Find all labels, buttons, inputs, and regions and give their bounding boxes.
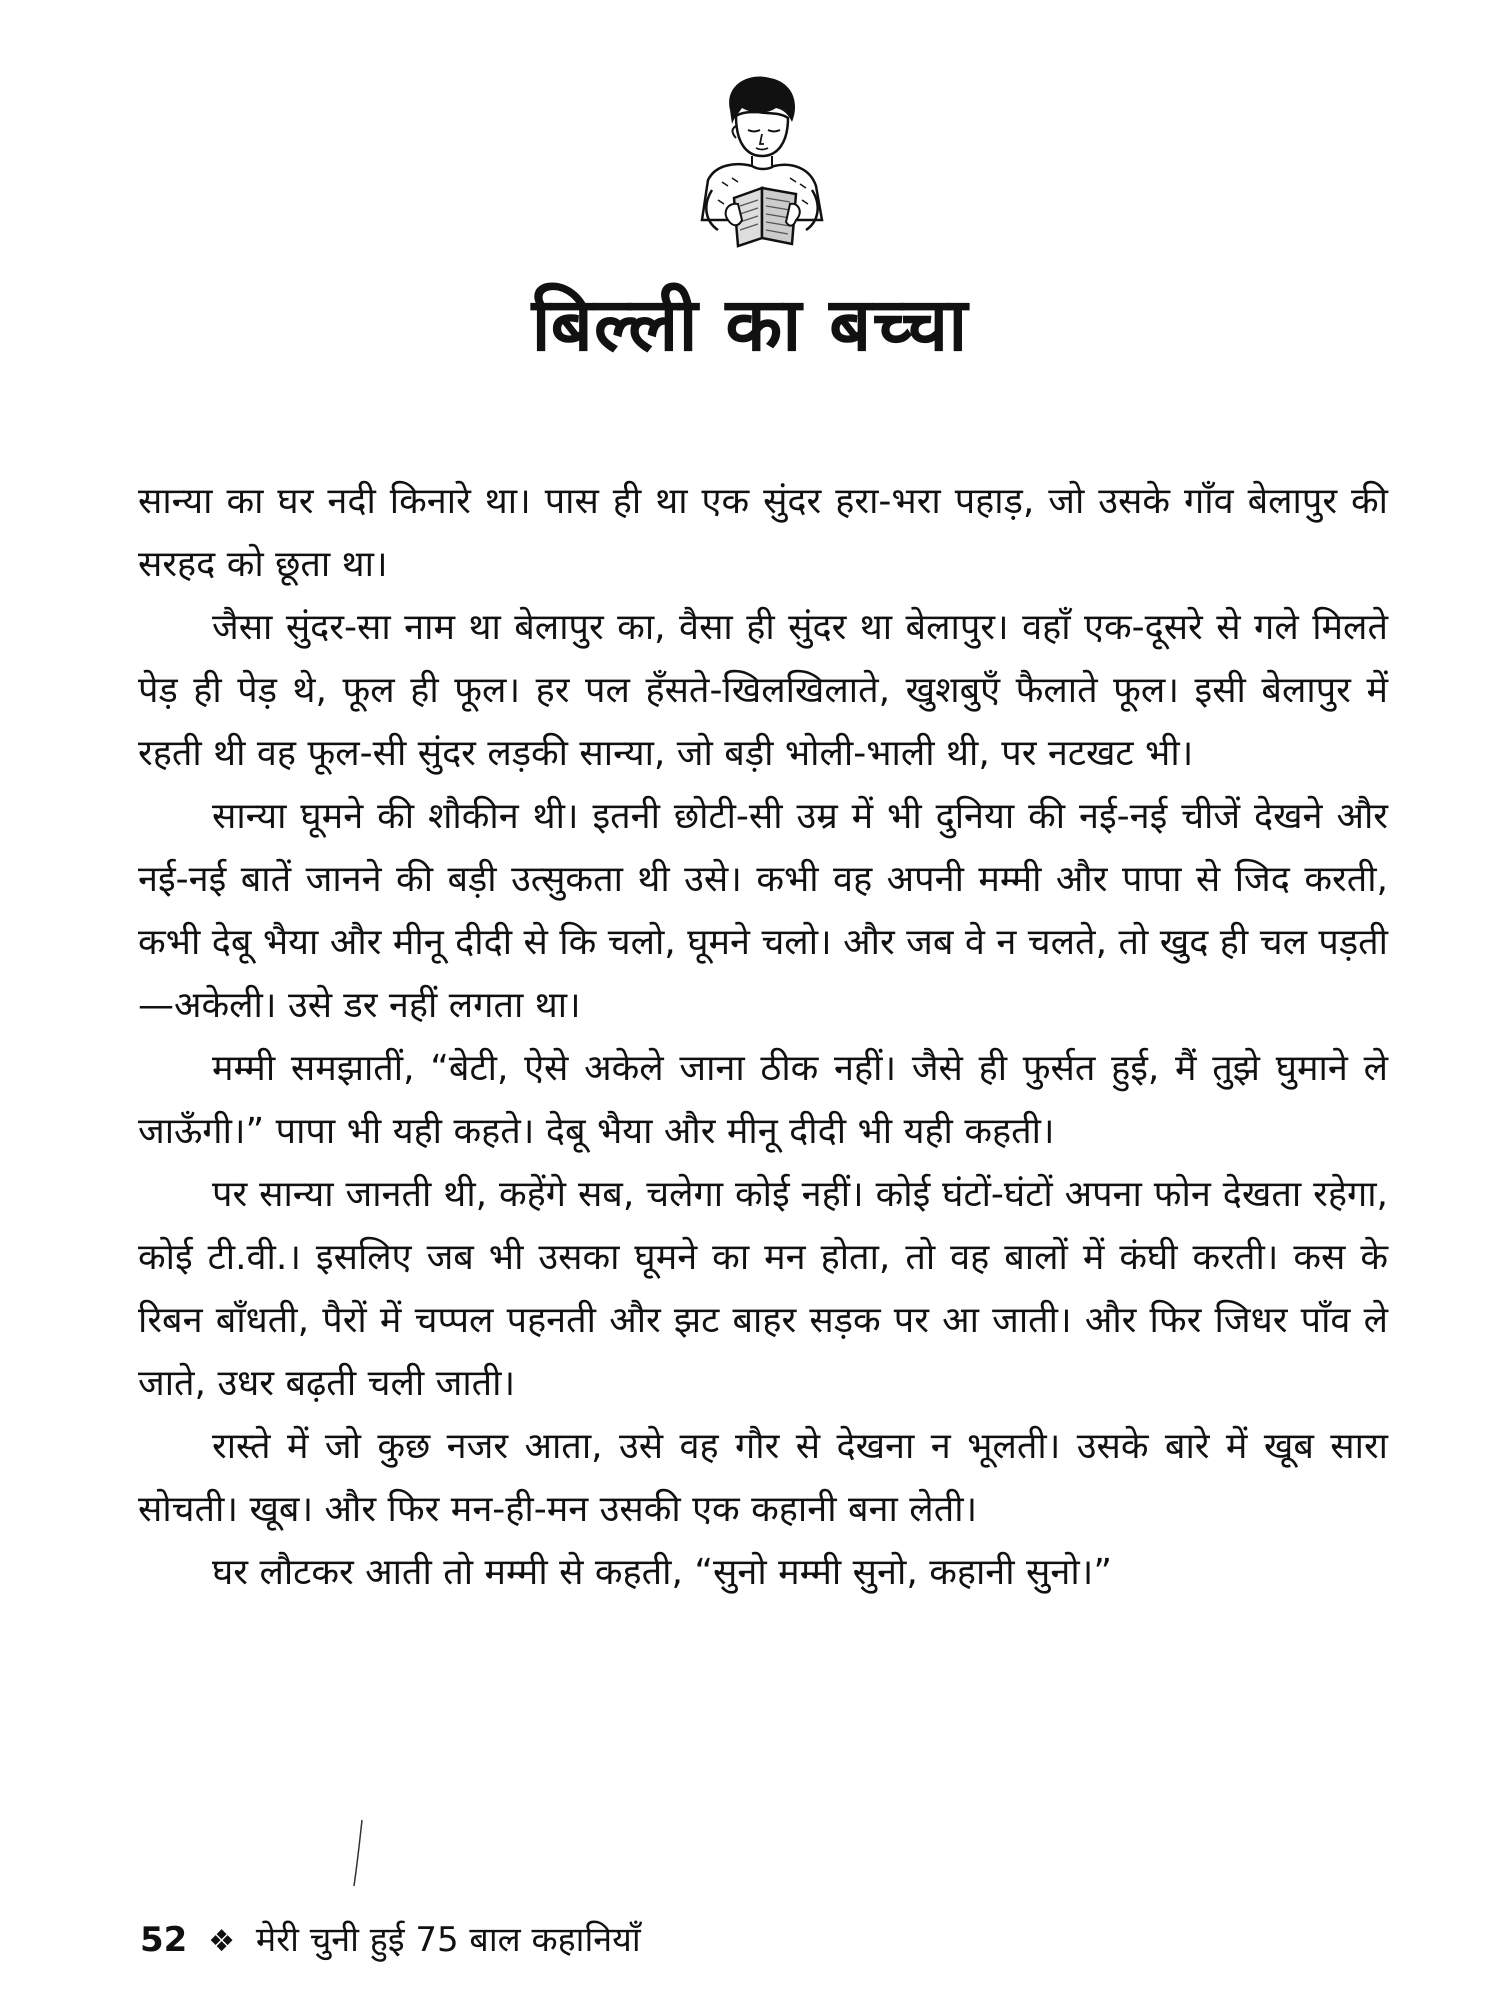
paragraph: मम्मी समझातीं, “बेटी, ऐसे अकेले जाना ठीक नहीं। जैसे ही फुर्सत हुई, मैं तुझे घुमाने ले जाऊँगी।” पापा भी यही कहते। देबू भैया और मीनू दीदी भी यही कहती। xyxy=(138,1048,1388,1152)
stray-pen-mark xyxy=(348,1818,368,1888)
separator-ornament: ❖ xyxy=(208,1924,236,1959)
paragraph: सान्या घूमने की शौकीन थी। इतनी छोटी-सी उम्र में भी दुनिया की नई-नई चीजें देखने और नई-नई बातें जानने की बड़ी उत्सुकता थी उसे। कभी वह अपनी मम्मी और पापा से जिद करती, कभी देबू भैया और मीनू दीदी से कि चलो, घूमने चलो। और जब वे न चलते, तो खुद ही चल पड़ती—अकेली। उसे डर नहीं लगता था। xyxy=(138,796,1388,1026)
page-footer xyxy=(140,1918,641,1964)
book-title: मेरी चुनी हुई 75 बाल कहानियाँ xyxy=(255,1920,641,1960)
paragraph: पर सान्या जानती थी, कहेंगे सब, चलेगा कोई नहीं। कोई घंटों-घंटों अपना फोन देखता रहेगा, कोई टी.वी.। इसलिए जब भी उसका घूमने का मन होता, तो वह बालों में कंघी करती। कस के रिबन बाँधती, पैरों में चप्पल पहनती और झट बाहर सड़क पर आ जाती। और फिर जिधर पाँव ले जाते, उधर बढ़ती चली जाती। xyxy=(138,1174,1388,1404)
paragraph: घर लौटकर आती तो मम्मी से कहती, “सुनो मम्मी सुनो, कहानी सुनो।” xyxy=(212,1552,1112,1593)
paragraph: जैसा सुंदर-सा नाम था बेलापुर का, वैसा ही सुंदर था बेलापुर। वहाँ एक-दूसरे से गले मिलते पेड़ ही पेड़ थे, फूल ही फूल। हर पल हँसते-खिलखिलाते, खुशबुएँ फैलाते फूल। इसी बेलापुर में रहती थी वह फूल-सी सुंदर लड़की सान्या, जो बड़ी भोली-भाली थी, पर नटखट भी। xyxy=(138,607,1388,774)
story-body xyxy=(138,470,1388,1604)
story-title: बिल्ली का बच्चा xyxy=(531,282,969,368)
boy-reading-book-icon xyxy=(672,70,842,250)
page-number: 52 xyxy=(140,1920,188,1960)
paragraph: रास्ते में जो कुछ नजर आता, उसे वह गौर से देखना न भूलती। उसके बारे में खूब सारा सोचती। खूब। और फिर मन-ही-मन उसकी एक कहानी बना लेती। xyxy=(138,1426,1388,1530)
paragraph: सान्या का घर नदी किनारे था। पास ही था एक सुंदर हरा-भरा पहाड़, जो उसके गाँव बेलापुर की सरहद को छूता था। xyxy=(138,481,1388,585)
